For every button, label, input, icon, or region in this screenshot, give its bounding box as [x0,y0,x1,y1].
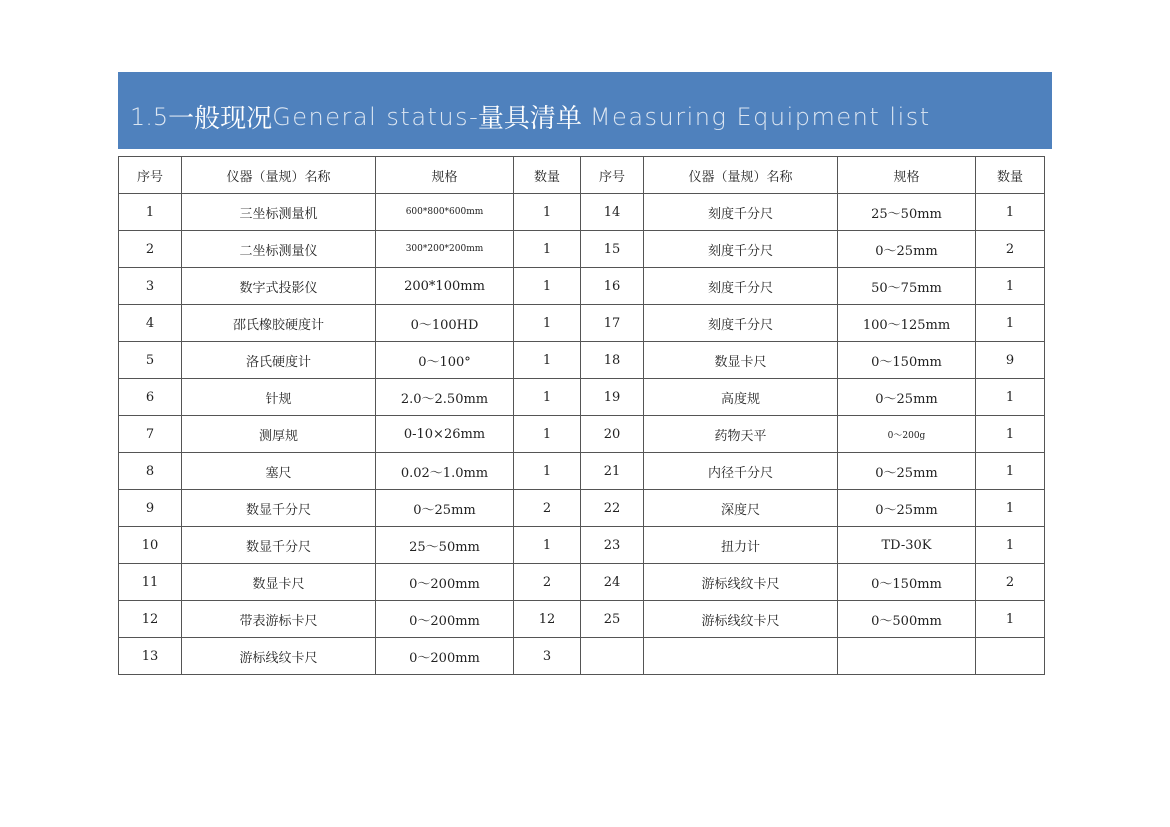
table-row [119,305,1045,342]
cell-qty: 1 [976,490,1045,527]
cell-name: 扭力计 [644,527,838,564]
cell-qty: 1 [514,268,581,305]
cell-seq: 22 [581,490,644,527]
cell-name: 邵氏橡胶硬度计 [182,305,376,342]
cell-qty: 2 [514,490,581,527]
cell-qty: 1 [514,305,581,342]
cell-qty: 1 [976,527,1045,564]
cell-qty: 1 [976,416,1045,453]
cell-spec: TD-30K [838,527,976,564]
cell-name: 刻度千分尺 [644,231,838,268]
cell-spec: 0～25mm [376,490,514,527]
cell-spec: 100～125mm [838,305,976,342]
cell-seq: 4 [119,305,182,342]
cell-qty: 1 [976,453,1045,490]
cell-seq: 1 [119,194,182,231]
cell-qty: 3 [514,638,581,675]
cell-seq: 11 [119,564,182,601]
cell-spec: 2.0～2.50mm [376,379,514,416]
cell-seq: 19 [581,379,644,416]
cell-qty: 1 [514,231,581,268]
cell-seq: 23 [581,527,644,564]
table-row [119,194,1045,231]
cell-name: 测厚规 [182,416,376,453]
title-en-general-status: General status [272,102,470,131]
header-qty-2: 数量 [976,157,1045,194]
cell-qty: 2 [976,564,1045,601]
table-row [119,564,1045,601]
cell-qty: 1 [514,342,581,379]
cell-spec: 0.02～1.0mm [376,453,514,490]
cell-seq: 20 [581,416,644,453]
cell-name: 药物天平 [644,416,838,453]
cell-qty: 2 [514,564,581,601]
table-row [119,638,1045,675]
cell-name: 针规 [182,379,376,416]
cell-qty: 1 [976,194,1045,231]
header-spec: 规格 [376,157,514,194]
cell-seq: 18 [581,342,644,379]
cell-seq: 17 [581,305,644,342]
cell-name: 带表游标卡尺 [182,601,376,638]
cell-qty: 1 [514,527,581,564]
cell-name: 数显千分尺 [182,490,376,527]
cell-seq: 14 [581,194,644,231]
header-name: 仪器（量规）名称 [182,157,376,194]
cell-name: 数显卡尺 [182,564,376,601]
table-row [119,231,1045,268]
cell-seq: 25 [581,601,644,638]
cell-spec: 0～25mm [838,453,976,490]
cell-name: 数显卡尺 [644,342,838,379]
cell-seq: 24 [581,564,644,601]
cell-spec: 0～25mm [838,379,976,416]
cell-seq: 7 [119,416,182,453]
table-header-row [119,157,1045,194]
cell-seq: 15 [581,231,644,268]
cell-name: 游标线纹卡尺 [644,564,838,601]
cell-name: 深度尺 [644,490,838,527]
title-dash: - [469,102,478,131]
cell-qty: 9 [976,342,1045,379]
cell-seq: 21 [581,453,644,490]
cell-spec: 0～100° [376,342,514,379]
cell-spec: 300*200*200mm [376,231,514,268]
cell-seq: 6 [119,379,182,416]
header-name-2: 仪器（量规）名称 [644,157,838,194]
cell-spec: 0-10×26mm [376,416,514,453]
cell-spec: 0～25mm [838,231,976,268]
cell-spec: 50～75mm [838,268,976,305]
cell-qty: 1 [976,379,1045,416]
cell-seq: 9 [119,490,182,527]
cell-name [644,638,838,675]
table-row [119,527,1045,564]
cell-spec: 600*800*600mm [376,194,514,231]
title-cn-equipment-list: 量具清单 [477,104,582,134]
table-row [119,490,1045,527]
cell-spec: 0～150mm [838,564,976,601]
table-row [119,453,1045,490]
cell-name: 内径千分尺 [644,453,838,490]
cell-seq: 12 [119,601,182,638]
cell-spec: 0～150mm [838,342,976,379]
cell-name: 游标线纹卡尺 [182,638,376,675]
cell-name: 三坐标测量机 [182,194,376,231]
cell-seq: 3 [119,268,182,305]
cell-seq [581,638,644,675]
cell-spec: 25～50mm [838,194,976,231]
table-row [119,342,1045,379]
cell-name: 二坐标测量仪 [182,231,376,268]
header-qty: 数量 [514,157,581,194]
cell-name: 游标线纹卡尺 [644,601,838,638]
cell-qty: 2 [976,231,1045,268]
cell-seq: 8 [119,453,182,490]
title-number: 1.5 [130,102,169,131]
cell-name: 塞尺 [182,453,376,490]
cell-qty: 1 [514,453,581,490]
cell-qty: 1 [976,305,1045,342]
cell-spec: 200*100mm [376,268,514,305]
cell-qty: 1 [514,379,581,416]
table-row [119,416,1045,453]
cell-seq: 16 [581,268,644,305]
cell-name: 刻度千分尺 [644,268,838,305]
cell-qty: 1 [976,601,1045,638]
cell-spec: 0～25mm [838,490,976,527]
header-seq-2: 序号 [581,157,644,194]
cell-spec: 25～50mm [376,527,514,564]
cell-spec: 0～200g [838,416,976,453]
cell-name: 数显千分尺 [182,527,376,564]
cell-name: 数字式投影仪 [182,268,376,305]
header-spec-2: 规格 [838,157,976,194]
title-banner [118,72,1052,149]
cell-name: 洛氏硬度计 [182,342,376,379]
cell-name: 刻度千分尺 [644,305,838,342]
title-cn-general-status: 一般现况 [168,104,273,134]
cell-qty: 1 [976,268,1045,305]
cell-spec: 0～200mm [376,601,514,638]
table-body [119,194,1045,675]
table-row [119,268,1045,305]
cell-spec: 0～200mm [376,564,514,601]
cell-qty [976,638,1045,675]
cell-seq: 10 [119,527,182,564]
cell-qty: 12 [514,601,581,638]
cell-name: 刻度千分尺 [644,194,838,231]
cell-seq: 13 [119,638,182,675]
cell-seq: 2 [119,231,182,268]
cell-spec [838,638,976,675]
cell-qty: 1 [514,194,581,231]
cell-qty: 1 [514,416,581,453]
table-row [119,379,1045,416]
title-en-equipment-list: Measuring Equipment list [589,102,931,131]
header-seq: 序号 [119,157,182,194]
equipment-table [118,156,1045,675]
cell-spec: 0～100HD [376,305,514,342]
cell-spec: 0～200mm [376,638,514,675]
cell-seq: 5 [119,342,182,379]
table-row [119,601,1045,638]
cell-name: 高度规 [644,379,838,416]
cell-spec: 0～500mm [838,601,976,638]
